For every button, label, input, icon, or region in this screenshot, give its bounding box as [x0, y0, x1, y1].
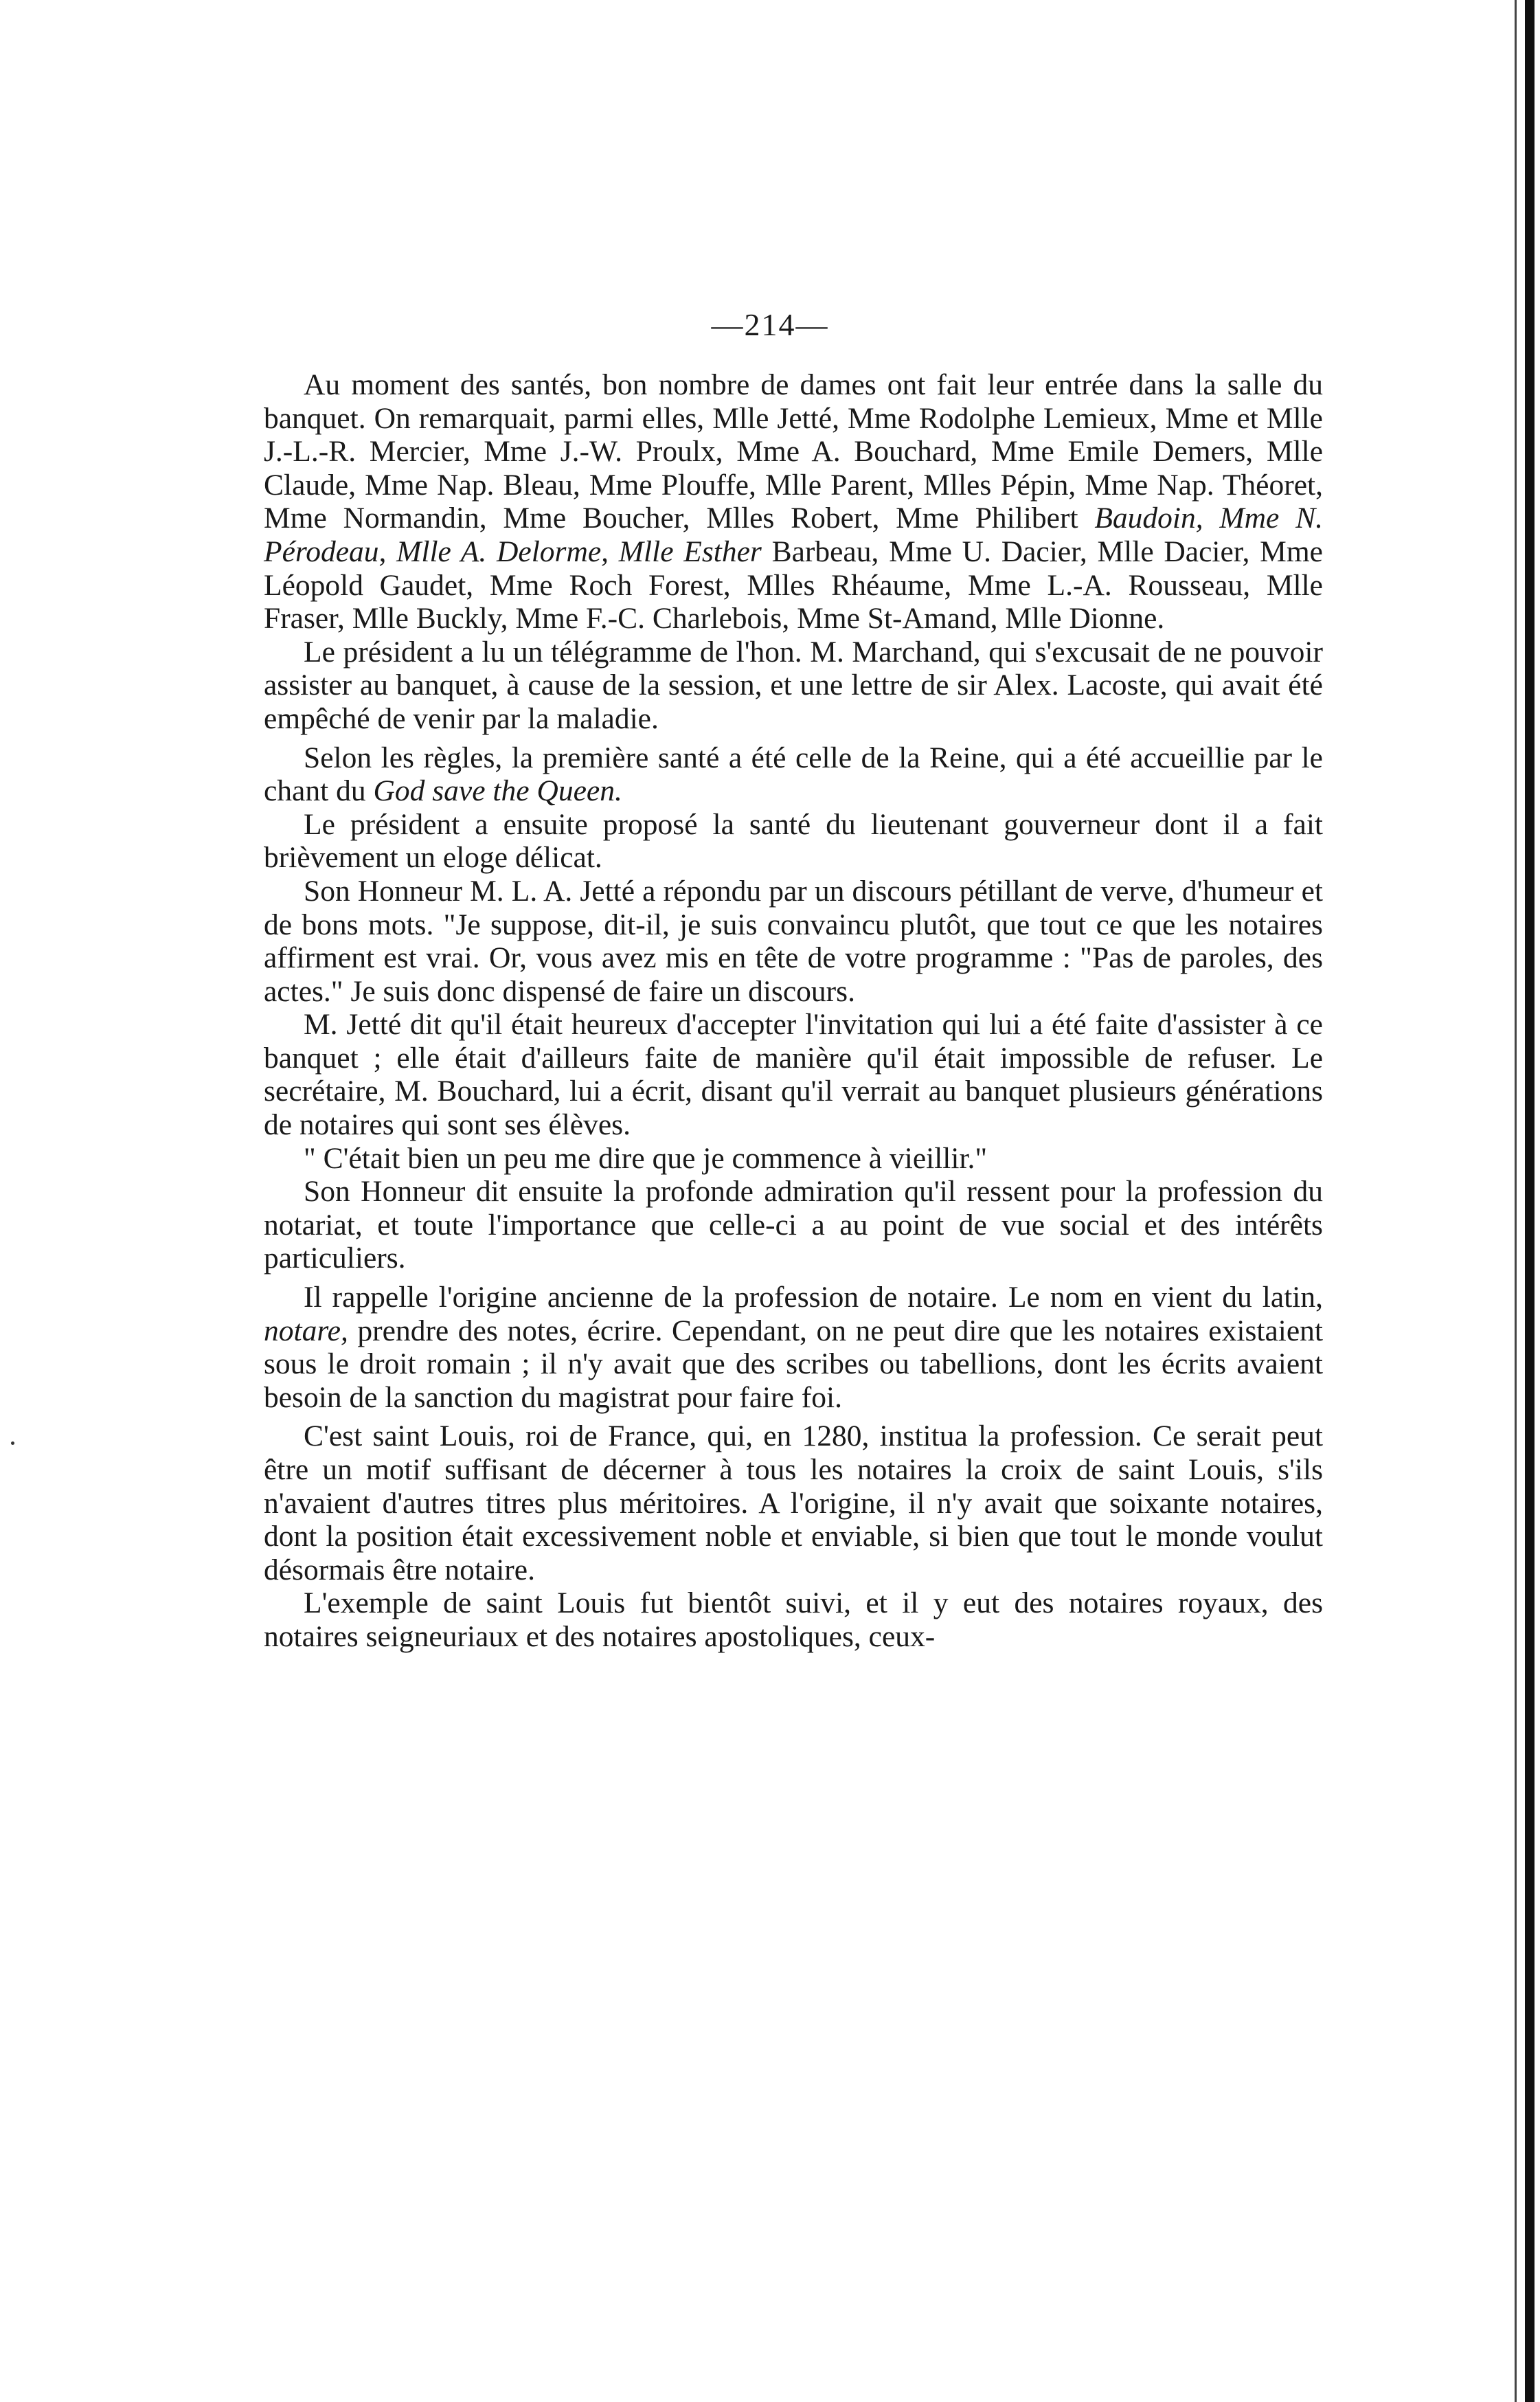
paragraph-example — [264, 1586, 1323, 1653]
scan-speck — [11, 1441, 14, 1445]
admiration-text: Son Honneur dit ensuite la profonde admiration qu'il ressent pour la profession du notariat, et toute l'importance que celle-ci a au point de vue social et des intérêts particuliers. — [264, 1175, 1323, 1275]
paragraph-origin — [264, 1281, 1323, 1414]
latin-word: notare, — [264, 1314, 348, 1347]
paragraph-toast-governor — [264, 808, 1323, 875]
jette-reply-text: Son Honneur M. L. A. Jetté a répondu par un discours pétillant de verve, d'humeur et de bons mots. "Je suppose, dit-il, je suis convaincu plutôt, que tout ce que les notaires affirment est vrai. Or, vous avez mis en tête de votre programme : "Pas de paroles, des actes." Je suis donc dispensé de faire un discours. — [264, 874, 1323, 1008]
toast-queen-text: Selon les règles, la première santé a été celle de la Reine, qui a été accueillie par le chant du — [264, 741, 1323, 808]
origin-text-part-1: Il rappelle l'origine ancienne de la profession de notaire. Le nom en vient du latin, — [304, 1281, 1323, 1314]
page-number: —214— — [711, 307, 829, 342]
body-text — [264, 368, 1323, 1654]
guests-text-part-1: Au moment des santés, bon nombre de dames ont fait leur entrée dans la salle du banquet. On remarquait, parmi elles, Mlle Jetté, Mme Rodolphe Lemieux, Mme et Mlle J.-L.-R. Mercier, Mme J.-W. Proulx, Mme A. Bouchard, Mme Emile Demers, Mlle Claude, Mme Nap. Bleau, Mme Plouffe, Mlle Parent, Mlles Pépin, Mme Nap. Théoret, Mme Normandin, Mme Boucher, Mlles Robert, Mme Philibert — [264, 368, 1323, 535]
toast-governor-text: Le président a ensuite proposé la santé du lieutenant gouverneur dont il a fait brièvement un eloge délicat. — [264, 807, 1323, 875]
saint-louis-text: C'est saint Louis, roi de France, qui, en 1280, institua la profession. Ce serait peut être un motif suffisant de décerner à tous les notaires la croix de saint Louis, s'ils n'avaient d'autres titres plus méritoires. A l'origine, il n'y avait que soixante notaires, dont la position était excessivement noble et enviable, si bien que tout le monde voulut désormais être notaire. — [264, 1419, 1323, 1586]
paragraph-quote-aging — [264, 1142, 1323, 1176]
paragraph-telegram — [264, 636, 1323, 736]
jette-invitation-text: M. Jetté dit qu'il était heureux d'accepter l'invitation qui lui a été faite d'assister à ce banquet ; elle était d'ailleurs faite de manière qu'il était impossible de refuser. Le secrétaire, M. Bouchard, lui a écrit, disant qu'il verrait au banquet plusieurs générations de notaires qui sont ses élèves. — [264, 1008, 1323, 1142]
telegram-text: Le président a lu un télégramme de l'hon. M. Marchand, qui s'excusait de ne pouvoir assister au banquet, à cause de la session, et une lettre de sir Alex. Lacoste, qui avait été empêché de venir par la maladie. — [264, 635, 1323, 735]
guests-text-italic: Baudoin, Mme N. Pérodeau, Mlle A. Delorme, Mlle Esther — [264, 502, 1323, 568]
page-edge-line — [1515, 0, 1517, 2402]
anthem-title: God save the Queen. — [373, 774, 622, 808]
example-text: L'exemple de saint Louis fut bientôt suivi, et il y eut des notaires royaux, des notaires seigneuriaux et des notaires apostoliques, ceux- — [264, 1586, 1323, 1653]
paragraph-guests — [264, 368, 1323, 636]
origin-text-part-2: prendre des notes, écrire. Cependant, on ne peut dire que les notaires existaient sous le droit romain ; il n'y avait que des scribes ou tabellions, dont les écrits avaient besoin de la sanction du magistrat pour faire foi. — [264, 1314, 1323, 1414]
page-edge-shadow — [1525, 0, 1535, 2402]
quote-aging-text: " C'était bien un peu me dire que je commence à vieillir." — [304, 1141, 988, 1175]
paragraph-jette-invitation — [264, 1008, 1323, 1141]
guests-text-part-2: Barbeau, Mme U. Dacier, Mlle Dacier, Mme Léopold Gaudet, Mme Roch Forest, Mlles Rhéaume, Mme L.-A. Rousseau, Mlle Fraser, Mlle Buckly, Mme F.-C. Charlebois, Mme St-Amand, Mlle Dionne. — [264, 535, 1323, 636]
paragraph-toast-queen — [264, 741, 1323, 808]
paragraph-admiration — [264, 1175, 1323, 1275]
paragraph-saint-louis — [264, 1419, 1323, 1586]
paragraph-jette-reply — [264, 875, 1323, 1008]
